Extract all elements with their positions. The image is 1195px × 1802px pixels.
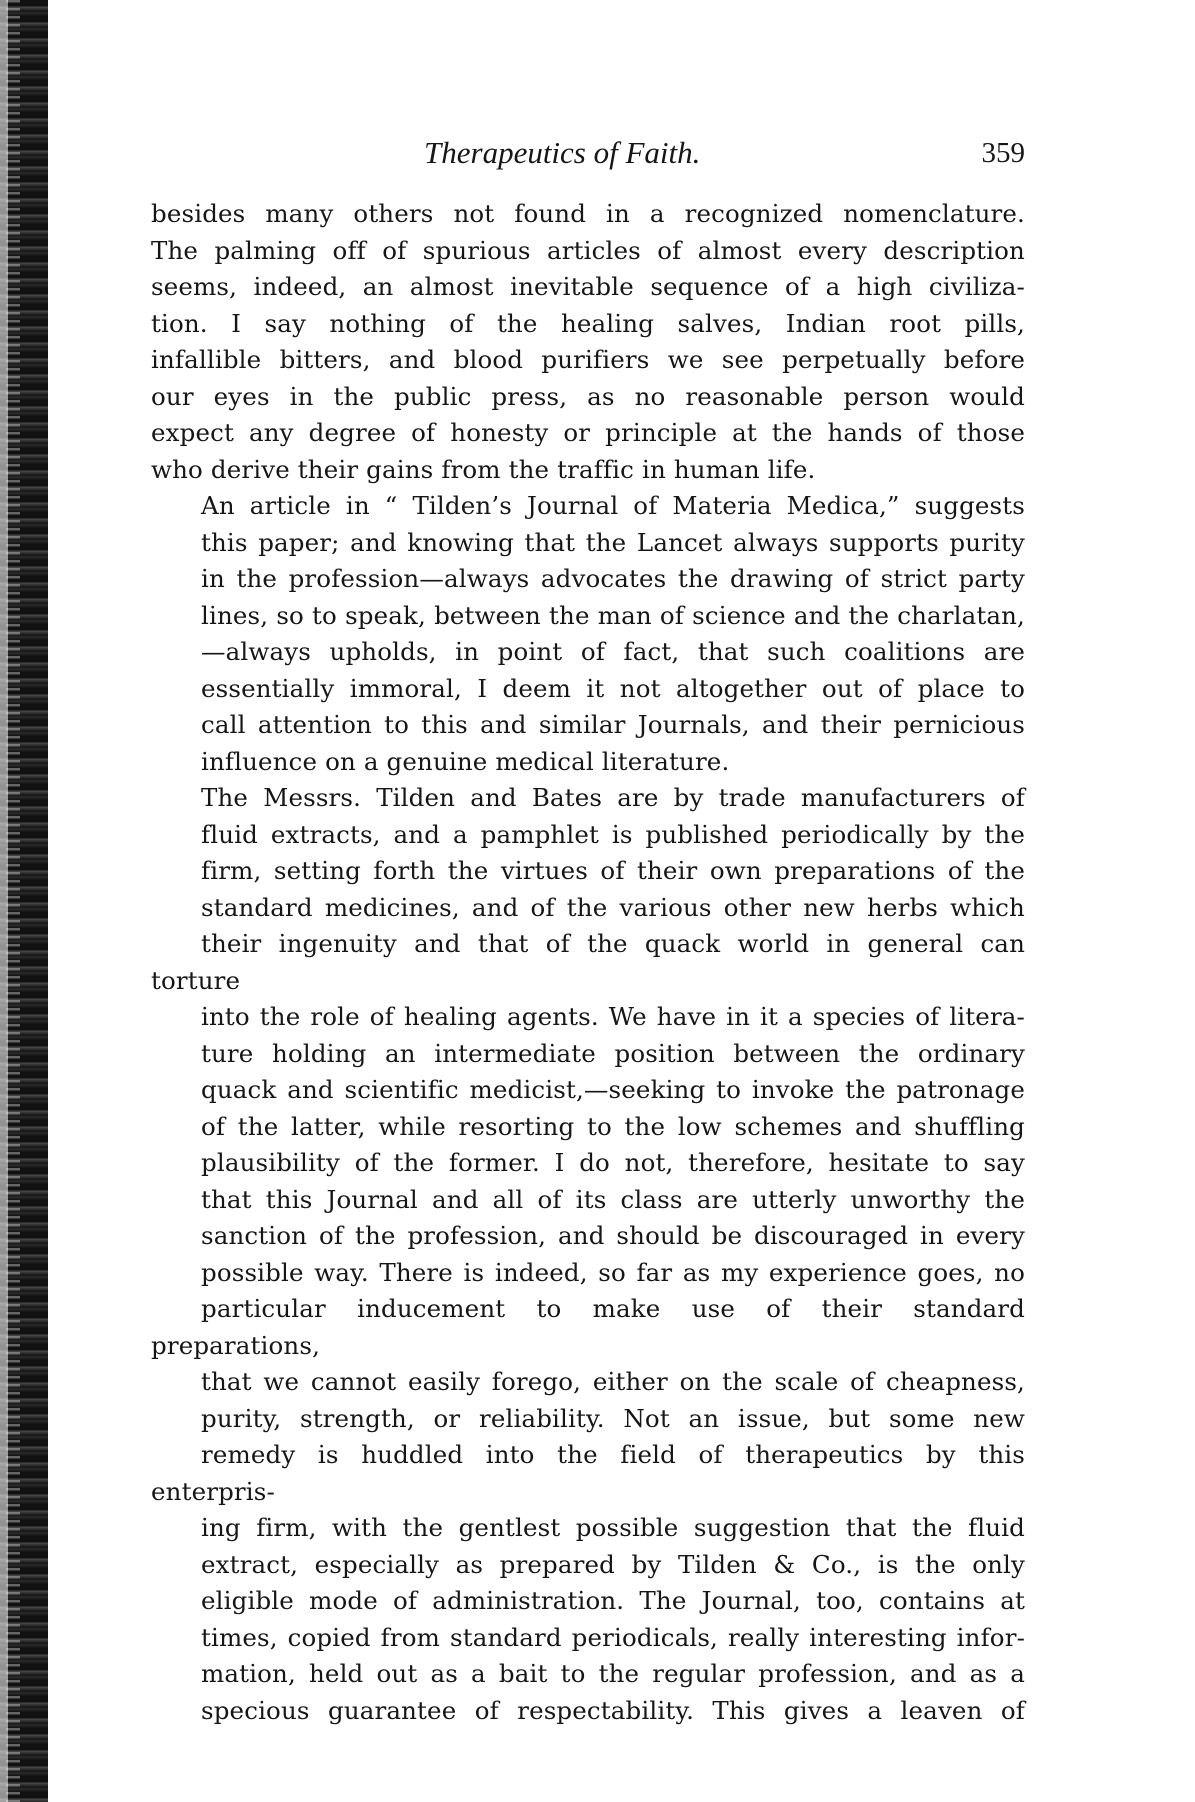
paragraph-1 [151,196,1025,488]
text-line: mation, held out as a bait to the regular profession, and as a [201,1659,1025,1688]
text-line: quack and scientific medicist,—seeking to invoke the patronage [201,1075,1025,1104]
text-line: standard medicines, and of the various other new herbs which [201,892,1025,922]
running-title: Therapeutics of Faith. [424,135,701,170]
text-line: purity, strength, or reliability. Not an issue, but some new [201,1403,1025,1433]
text-line: ture holding an intermediate position between the ordinary [201,1038,1025,1068]
text-line: lines, so to speak, between the man of science and the charlatan, [201,600,1025,630]
text-line: of the latter, while resorting to the low schemes and shuffling [201,1111,1025,1141]
text-line: An article in “ Tilden’s Journal of Materia Medica,” suggests [201,491,1025,520]
text-line: The palming off of spurious articles of almost every description [151,235,1025,265]
text-line: ing firm, with the gentlest possible suggestion that the fluid [201,1513,1025,1542]
body-text [151,196,1025,1729]
text-line: in the profession—always advocates the drawing of strict party [201,564,1025,593]
text-line: remedy is huddled into the field of therapeutics by this enterpris- [151,1440,1025,1506]
text-line: that we cannot easily forego, either on the scale of cheapness, [201,1367,1025,1396]
text-line: times, copied from standard periodicals, really interesting infor- [201,1622,1025,1652]
text-line: their ingenuity and that of the quack world in general can torture [151,929,1025,995]
text-line: extract, especially as prepared by Tilden & Co., is the only [201,1549,1025,1579]
text-line: firm, setting forth the virtues of their own preparations of the [201,856,1025,885]
text-line: expect any degree of honesty or principle at the hands of those [151,418,1025,447]
text-line: possible way. There is indeed, so far as my experience goes, no [201,1257,1025,1287]
text-line: tion. I say nothing of the healing salves, Indian root pills, [151,308,1025,338]
text-line: specious guarantee of respectability. This gives a leaven of [201,1695,1025,1725]
text-line: into the role of healing agents. We have in it a species of litera- [201,1002,1025,1031]
text-line: particular inducement to make use of their standard preparations, [151,1294,1025,1360]
running-head [151,136,1025,170]
text-line: besides many others not found in a recognized nomenclature. [151,199,1025,228]
paragraph-2 [151,488,1025,780]
text-line: essentially immoral, I deem it not altogether out of place to [201,673,1025,703]
text-line: The Messrs. Tilden and Bates are by trade manufacturers of [201,783,1025,812]
text-line: influence on a genuine medical literature. [201,746,730,776]
text-line: fluid extracts, and a pamphlet is published periodically by the [201,819,1025,849]
text-line: who derive their gains from the traffic in human life. [151,454,816,484]
text-line: eligible mode of administration. The Journal, too, contains at [201,1586,1025,1615]
text-line: infallible bitters, and blood purifiers we see perpetually before [151,345,1025,374]
page-number: 359 [981,137,1025,169]
text-line: —always upholds, in point of fact, that such coalitions are [201,637,1025,666]
paragraph-3 [151,780,1025,1729]
text-line: sanction of the profession, and should be discouraged in every [201,1221,1025,1250]
text-line: plausibility of the former. I do not, therefore, hesitate to say [201,1148,1025,1177]
text-line: seems, indeed, an almost inevitable sequence of a high civiliza- [151,272,1025,301]
text-line: our eyes in the public press, as no reasonable person would [151,381,1025,411]
book-binding-edge [0,0,48,1802]
text-line: that this Journal and all of its class are utterly unworthy the [201,1184,1025,1214]
text-line: this paper; and knowing that the Lancet always supports purity [201,527,1025,557]
book-page [151,136,1025,1729]
text-line: call attention to this and similar Journals, and their pernicious [201,710,1025,739]
